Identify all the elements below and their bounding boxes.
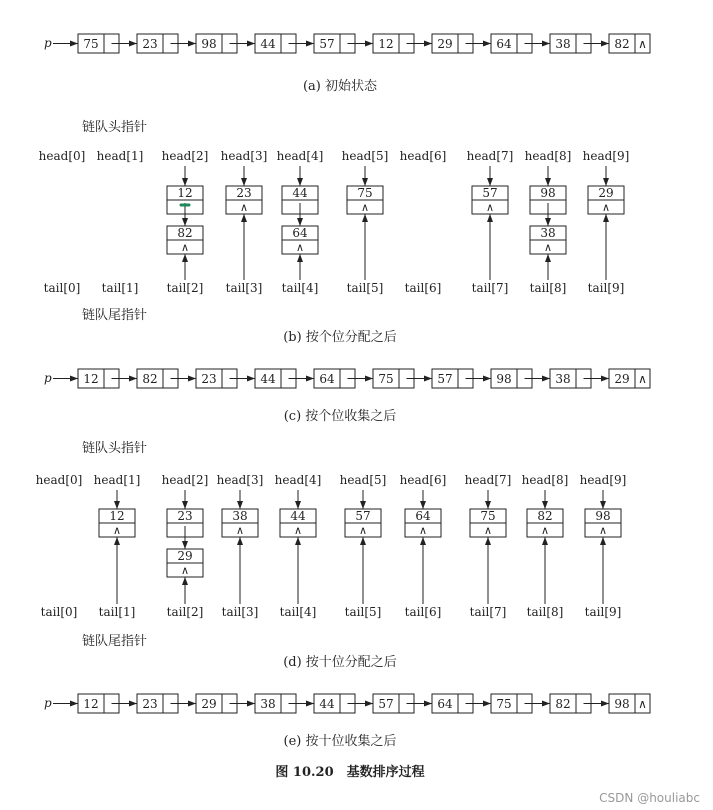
bucket-node <box>588 186 624 214</box>
node-value: 82 <box>555 697 571 711</box>
bucket-node <box>345 509 381 537</box>
bucket-node <box>222 509 258 537</box>
tail-label: tail[6] <box>404 281 442 295</box>
chain-node <box>373 34 432 53</box>
null-pointer: ∧ <box>295 241 305 254</box>
null-pointer: ∧ <box>112 524 122 537</box>
p-label: p <box>44 371 52 385</box>
node-value: 64 <box>292 226 308 240</box>
head-label: head[5] <box>339 473 387 487</box>
tail-label: tail[8] <box>526 605 564 619</box>
node-value: 75 <box>83 37 99 51</box>
buckets-after-ones-distribution <box>39 149 630 295</box>
bucket-node <box>527 509 563 537</box>
chain-node <box>609 34 650 53</box>
node-value: 29 <box>177 549 193 563</box>
caption-d: (d) 按十位分配之后 <box>283 655 397 670</box>
node-value: 44 <box>292 186 308 200</box>
head-label: head[7] <box>464 473 512 487</box>
bucket-node <box>347 186 383 214</box>
bucket-node <box>470 509 506 537</box>
node-value: 57 <box>482 186 498 200</box>
node-value: 75 <box>378 372 394 386</box>
chain-node <box>314 694 373 713</box>
p-label: p <box>44 696 52 710</box>
bucket-node <box>99 509 135 537</box>
chain-node <box>491 369 550 388</box>
null-pointer: ∧ <box>239 201 249 214</box>
bucket-node <box>226 186 262 214</box>
chain-node <box>314 369 373 388</box>
tail-label: tail[3] <box>225 281 263 295</box>
chain-node <box>432 34 491 53</box>
caption-e: (e) 按十位收集之后 <box>283 734 397 749</box>
chain-after-tens-collection <box>44 694 650 713</box>
head-label: head[1] <box>96 149 144 163</box>
watermark: CSDN @houliabc <box>599 791 700 805</box>
head-label: head[6] <box>399 149 447 163</box>
chain-node <box>196 34 255 53</box>
head-label: head[3] <box>220 149 268 163</box>
chain-node <box>255 369 314 388</box>
node-value: 44 <box>260 37 276 51</box>
node-value: 57 <box>437 372 453 386</box>
node-value: 98 <box>540 186 556 200</box>
null-pointer: ∧ <box>418 524 428 537</box>
node-value: 82 <box>177 226 193 240</box>
node-value: 29 <box>201 697 217 711</box>
chain-node <box>550 369 609 388</box>
node-value: 38 <box>555 372 571 386</box>
node-value: 23 <box>142 37 158 51</box>
head-pointer-title-b: 链队头指针 <box>82 120 148 135</box>
node-value: 57 <box>378 697 394 711</box>
bucket-node <box>282 186 318 226</box>
node-value: 38 <box>540 226 556 240</box>
node-value: 23 <box>142 697 158 711</box>
tail-label: tail[5] <box>346 281 384 295</box>
head-label: head[2] <box>161 149 209 163</box>
tail-label: tail[7] <box>471 281 509 295</box>
head-label: head[5] <box>341 149 389 163</box>
null-pointer: ∧ <box>543 241 553 254</box>
chain-node <box>78 34 137 53</box>
chain-node <box>137 34 196 53</box>
bucket-node <box>585 509 621 537</box>
null-pointer: ∧ <box>601 201 611 214</box>
node-value: 98 <box>614 697 630 711</box>
chain-node <box>550 694 609 713</box>
tail-label: tail[2] <box>166 281 204 295</box>
buckets-after-tens-distribution <box>36 473 627 619</box>
bucket-node <box>167 226 203 254</box>
node-value: 98 <box>496 372 512 386</box>
node-value: 57 <box>319 37 335 51</box>
tail-pointer-title-b: 链队尾指针 <box>82 308 148 323</box>
node-value: 44 <box>260 372 276 386</box>
head-label: head[0] <box>35 473 83 487</box>
tail-label: tail[5] <box>344 605 382 619</box>
chain-after-ones-collection <box>44 369 650 388</box>
node-value: 12 <box>83 697 99 711</box>
tail-label: tail[1] <box>98 605 136 619</box>
head-label: head[4] <box>276 149 324 163</box>
node-value: 82 <box>537 509 553 523</box>
tail-label: tail[0] <box>40 605 78 619</box>
node-value: 12 <box>109 509 125 523</box>
node-value: 23 <box>236 186 252 200</box>
node-value: 82 <box>142 372 158 386</box>
chain-node <box>137 694 196 713</box>
node-value: 64 <box>319 372 335 386</box>
chain-node <box>78 369 137 388</box>
head-label: head[8] <box>521 473 569 487</box>
initial-chain-a <box>44 34 650 53</box>
node-value: 75 <box>480 509 496 523</box>
chain-node <box>255 34 314 53</box>
head-label: head[8] <box>524 149 572 163</box>
chain-node <box>491 694 550 713</box>
tail-label: tail[4] <box>279 605 317 619</box>
null-pointer: ∧ <box>180 241 190 254</box>
bucket-node <box>167 186 203 226</box>
null-pointer: ∧ <box>638 372 647 386</box>
bucket-node <box>530 226 566 254</box>
null-pointer: ∧ <box>358 524 368 537</box>
null-pointer: ∧ <box>638 37 647 51</box>
node-value: 98 <box>595 509 611 523</box>
tail-label: tail[3] <box>221 605 259 619</box>
null-pointer: ∧ <box>540 524 550 537</box>
caption-c: (c) 按个位收集之后 <box>283 409 397 424</box>
node-value: 82 <box>614 37 630 51</box>
head-label: head[9] <box>582 149 630 163</box>
figure-title: 图 10.20 基数排序过程 <box>275 765 425 780</box>
chain-node <box>137 369 196 388</box>
node-value: 12 <box>177 186 193 200</box>
bucket-node <box>530 186 566 226</box>
node-value: 98 <box>201 37 217 51</box>
bucket-node <box>280 509 316 537</box>
node-value: 29 <box>437 37 453 51</box>
bucket-node <box>167 509 203 549</box>
tail-label: tail[8] <box>529 281 567 295</box>
tail-label: tail[6] <box>404 605 442 619</box>
chain-node <box>609 694 650 713</box>
tail-label: tail[7] <box>469 605 507 619</box>
chain-node <box>314 34 373 53</box>
tail-label: tail[2] <box>166 605 204 619</box>
node-value: 57 <box>355 509 371 523</box>
tail-pointer-title-d: 链队尾指针 <box>82 634 148 649</box>
null-pointer: ∧ <box>638 697 647 711</box>
chain-node <box>432 694 491 713</box>
node-value: 64 <box>415 509 431 523</box>
null-pointer: ∧ <box>485 201 495 214</box>
head-label: head[6] <box>399 473 447 487</box>
null-pointer: ∧ <box>360 201 370 214</box>
chain-node <box>196 694 255 713</box>
node-value: 23 <box>177 509 193 523</box>
chain-node <box>255 694 314 713</box>
null-pointer: ∧ <box>180 564 190 577</box>
caption-b: (b) 按个位分配之后 <box>283 330 397 345</box>
head-label: head[4] <box>274 473 322 487</box>
bucket-node <box>282 226 318 254</box>
head-pointer-title-d: 链队头指针 <box>82 441 148 456</box>
node-value: 29 <box>598 186 614 200</box>
null-pointer: ∧ <box>598 524 608 537</box>
null-pointer: ∧ <box>235 524 245 537</box>
chain-node <box>196 369 255 388</box>
chain-node <box>491 34 550 53</box>
head-label: head[2] <box>161 473 209 487</box>
head-label: head[7] <box>466 149 514 163</box>
chain-node <box>432 369 491 388</box>
head-label: head[9] <box>579 473 627 487</box>
bucket-node <box>472 186 508 214</box>
tail-label: tail[0] <box>43 281 81 295</box>
node-value: 38 <box>232 509 248 523</box>
head-label: head[0] <box>38 149 86 163</box>
head-label: head[1] <box>93 473 141 487</box>
node-value: 64 <box>496 37 512 51</box>
node-value: 44 <box>319 697 335 711</box>
bucket-node <box>405 509 441 537</box>
head-label: head[3] <box>216 473 264 487</box>
null-pointer: ∧ <box>293 524 303 537</box>
tail-label: tail[1] <box>101 281 139 295</box>
node-value: 38 <box>555 37 571 51</box>
node-value: 44 <box>290 509 306 523</box>
node-value: 38 <box>260 697 276 711</box>
tail-label: tail[4] <box>281 281 319 295</box>
chain-node <box>550 34 609 53</box>
node-value: 12 <box>378 37 394 51</box>
tail-label: tail[9] <box>584 605 622 619</box>
node-value: 23 <box>201 372 217 386</box>
node-value: 75 <box>357 186 373 200</box>
null-pointer: ∧ <box>483 524 493 537</box>
chain-node <box>373 694 432 713</box>
node-value: 75 <box>496 697 512 711</box>
chain-node <box>609 369 650 388</box>
bucket-node <box>167 549 203 577</box>
chain-node <box>373 369 432 388</box>
caption-a: (a) 初始状态 <box>302 79 378 94</box>
node-value: 64 <box>437 697 453 711</box>
p-label: p <box>44 36 52 50</box>
node-value: 12 <box>83 372 99 386</box>
node-value: 29 <box>614 372 630 386</box>
chain-node <box>78 694 137 713</box>
tail-label: tail[9] <box>587 281 625 295</box>
